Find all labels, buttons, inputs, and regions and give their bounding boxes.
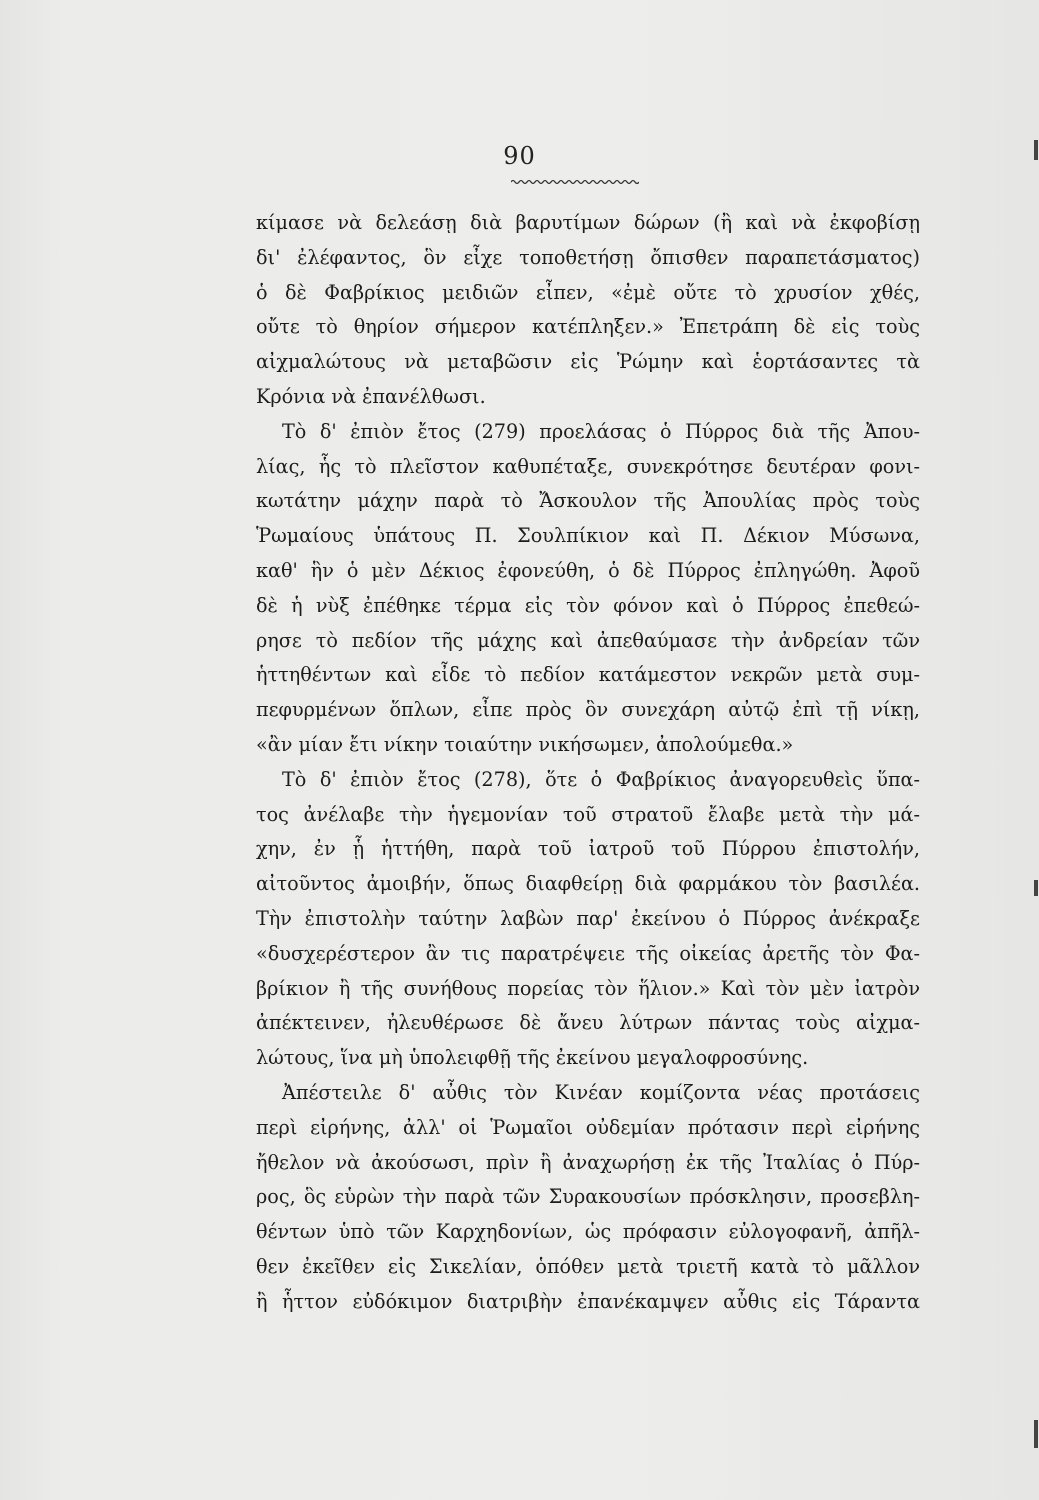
- text-line: Τὴν ἐπιστολὴν ταύτην λαβὼν παρ' ἐκείνου ὁ Πύρρος ἀνέκραξε: [256, 906, 920, 930]
- text-line: κωτάτην μάχην παρὰ τὸ Ἄσκουλον τῆς Ἀπουλίας πρὸς τοὺς: [256, 489, 920, 513]
- text-line: δὲ ἡ νὺξ ἐπέθηκε τέρμα εἰς τὸν φόνον καὶ ὁ Πύρρος ἐπεθεώ-: [256, 593, 920, 617]
- text-line: Τὸ δ' ἐπιὸν ἔτος (278), ὅτε ὁ Φαβρίκιος ἀναγορευθεὶς ὕπα-: [282, 767, 920, 791]
- text-line: βρίκιον ἢ τῆς συνήθους πορείας τὸν ἥλιον.» Καὶ τὸν μὲν ἰατρὸν: [256, 976, 920, 1000]
- text-line: ἢ ἧττον εὐδόκιμον διατριβὴν ἐπανέκαμψεν αὖθις εἰς Τάραντα: [256, 1289, 920, 1313]
- text-line: κίμασε νὰ δελεάσῃ διὰ βαρυτίμων δώρων (ἢ καὶ νὰ ἐκφοβίσῃ: [256, 211, 920, 234]
- text-line: αἰχμαλώτους νὰ μεταβῶσιν εἰς Ῥώμην καὶ ἑορτάσαντες τὰ: [256, 350, 920, 374]
- text-line: λίας, ἧς τὸ πλεῖστον καθυπέταξε, συνεκρότησε δευτέραν φονι-: [256, 454, 920, 478]
- text-line: Ἀπέστειλε δ' αὖθις τὸν Κινέαν κομίζοντα νέας προτάσεις: [282, 1080, 920, 1104]
- margin-mark-middle: [1034, 880, 1038, 896]
- text-line: ρος, ὃς εὑρὼν τὴν παρὰ τῶν Συρακουσίων πρόσκλησιν, προσεβλη-: [256, 1185, 920, 1209]
- text-line: ὁ δὲ Φαβρίκιος μειδιῶν εἶπεν, «ἐμὲ οὔτε τὸ χρυσίον χθές,: [256, 280, 920, 304]
- text-line: πεφυρμένων ὅπλων, εἶπε πρὸς ὃν συνεχάρη αὐτῷ ἐπὶ τῇ νίκῃ,: [256, 698, 920, 722]
- text-line: Ῥωμαίους ὑπάτους Π. Σουλπίκιον καὶ Π. Δέκιον Μύσωνα,: [256, 524, 920, 548]
- text-line: καθ' ἣν ὁ μὲν Δέκιος ἐφονεύθη, ὁ δὲ Πύρρος ἐπληγώθη. Ἀφοῦ: [256, 558, 920, 582]
- text-line: ἤθελον νὰ ἀκούσωσι, πρὶν ἢ ἀναχωρήσῃ ἐκ τῆς Ἰταλίας ὁ Πύρ-: [256, 1150, 920, 1174]
- text-line: ἀπέκτεινεν, ἠλευθέρωσε δὲ ἄνευ λύτρων πάντας τοὺς αἰχμα-: [256, 1011, 920, 1035]
- text-line: θέντων ὑπὸ τῶν Καρχηδονίων, ὡς πρόφασιν εὐλογοφανῆ, ἀπῆλ-: [256, 1220, 920, 1244]
- wavy-rule-ornament: [511, 178, 639, 186]
- text-line: «δυσχερέστερον ἂν τις παρατρέψειε τῆς οἰκείας ἀρετῆς τὸν Φα-: [256, 941, 920, 965]
- text-line: «ἂν μίαν ἔτι νίκην τοιαύτην νικήσωμεν, ἀπολούμεθα.»: [256, 732, 794, 756]
- text-line: Κρόνια νὰ ἐπανέλθωσι.: [256, 384, 486, 408]
- text-line: λώτους, ἵνα μὴ ὑπολειφθῇ τῆς ἐκείνου μεγαλοφροσύνης.: [256, 1046, 809, 1070]
- page-number: 90: [503, 142, 536, 170]
- text-line: αἰτοῦντος ἀμοιβήν, ὅπως διαφθείρῃ διὰ φαρμάκου τὸν βασιλέα.: [256, 872, 920, 896]
- text-line: τος ἀνέλαβε τὴν ἡγεμονίαν τοῦ στρατοῦ ἔλαβε μετὰ τὴν μά-: [256, 802, 920, 826]
- text-line: ἡττηθέντων καὶ εἶδε τὸ πεδίον κατάμεστον νεκρῶν μετὰ συμ-: [256, 663, 920, 687]
- text-line: περὶ εἰρήνης, ἀλλ' οἱ Ῥωμαῖοι οὐδεμίαν πρότασιν περὶ εἰρήνης: [256, 1115, 920, 1139]
- text-line: δι' ἐλέφαντος, ὃν εἶχε τοποθετήσῃ ὄπισθεν παραπετάσματος): [256, 245, 920, 269]
- text-line: οὔτε τὸ θηρίον σήμερον κατέπληξεν.» Ἐπετράπη δὲ εἰς τοὺς: [256, 315, 920, 339]
- text-line: Τὸ δ' ἐπιὸν ἔτος (279) προελάσας ὁ Πύρρος διὰ τῆς Ἀπου-: [282, 419, 920, 443]
- margin-mark-bottom: [1034, 1420, 1038, 1448]
- text-line: χην, ἐν ᾗ ἡττήθη, παρὰ τοῦ ἰατροῦ τοῦ Πύρρου ἐπιστολήν,: [256, 837, 920, 861]
- text-line: θεν ἐκεῖθεν εἰς Σικελίαν, ὁπόθεν μετὰ τριετῆ κατὰ τὸ μᾶλλον: [256, 1254, 920, 1278]
- text-line: ρησε τὸ πεδίον τῆς μάχης καὶ ἀπεθαύμασε τὴν ἀνδρείαν τῶν: [256, 628, 920, 652]
- body-text: [256, 206, 920, 1320]
- margin-mark-top: [1034, 140, 1038, 160]
